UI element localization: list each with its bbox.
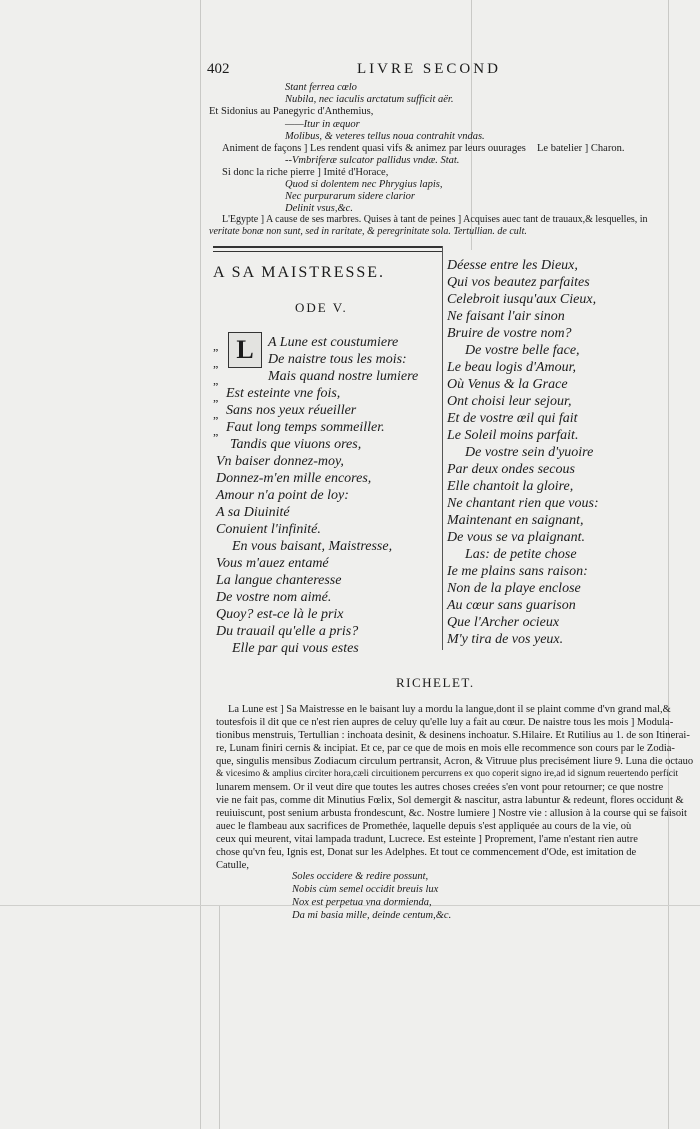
catullus-quote-line: Soles occidere & redire possunt, [292, 871, 429, 882]
ode-number: ODE V. [295, 300, 348, 315]
verse-line: Amour n'a point de loy: [216, 488, 349, 503]
commentary-line: tionibus menstruis, Tertullian : inchoata desinit, & desinens inchoatur. S.Hilaire. Et Rutilius au 1. de son Itinerai- [216, 730, 690, 741]
verse-line: Quoy? est-ce là le prix [216, 607, 344, 622]
verse-line: La langue chanteresse [216, 573, 342, 588]
note-line: Animent de façons ] Les rendent quasi vifs & animez par leurs ouurages [222, 143, 526, 154]
column-rule-top [471, 0, 472, 250]
commentary-line: & vicesimo & amplius circiter hora,cæli circuitionem percurrens ex quo coperit signo ire,ad id signum reuertendo perficit [216, 769, 679, 779]
note-line: ——Itur in æquor [285, 119, 360, 130]
verse-line: Que l'Archer ocieux [447, 615, 560, 630]
verse-line: Déesse entre les Dieux, [447, 258, 578, 273]
quote-mark: „ [213, 424, 219, 438]
verse-line: Du trauail qu'elle a pris? [216, 624, 359, 639]
verse-line: De naistre tous les mois: [268, 352, 407, 367]
verse-line: Ont choisi leur sejour, [447, 394, 572, 409]
note-line: Delinit vsus,&c. [285, 203, 353, 214]
commentary-line: que, singulis mensibus Zodiacum circulum pertransit, Acron, & Vitruue plus precisément liure 9. Luna die octauo [216, 756, 694, 767]
margin-rule-left [200, 0, 201, 1129]
catullus-quote-line: Da mi basia mille, deinde centum,&c. [292, 910, 452, 921]
margin-rule-inner [219, 905, 220, 1129]
verse-line: Elle chantoit la gloire, [447, 479, 574, 494]
verse-line: Elle par qui vous estes [232, 641, 359, 656]
verse-line: Vous m'auez entamé [216, 556, 329, 571]
quote-mark: „ [213, 339, 219, 353]
verse-line: Las: de petite chose [465, 547, 577, 562]
verse-line: Bruire de vostre nom? [447, 326, 572, 341]
verse-line: A sa Diuinité [216, 505, 290, 520]
note-line: Nubila, nec iaculis arctatum sufficit aër. [285, 94, 454, 105]
note-line: veritate bonæ non sunt, sed in raritate, & peregrinitate sola. Tertullian. de cult. [209, 226, 527, 237]
running-title: LIVRE SECOND [357, 61, 501, 77]
verse-line: De vostre nom aimé. [216, 590, 332, 605]
margin-rule-right [668, 0, 669, 1129]
note-line: Molibus, & veteres tellus noua contrahit vndas. [285, 131, 485, 142]
verse-line: Est esteinte vne fois, [226, 386, 341, 401]
poem-column-divider [442, 246, 443, 650]
verse-line: Conuient l'infinité. [216, 522, 321, 537]
drop-cap: L [228, 332, 262, 368]
note-line: Nec purpurarum sidere clarior [285, 191, 415, 202]
catullus-quote-line: Nox est perpetua vna dormienda, [292, 897, 432, 908]
note-line: --Vmbriferæ sulcator pallidus vndæ. Stat. [285, 155, 460, 166]
verse-line: Celebroit iusqu'aux Cieux, [447, 292, 597, 307]
verse-line: Ie me plains sans raison: [447, 564, 588, 579]
page-number: 402 [207, 61, 230, 77]
verse-line: Ne faisant l'air sinon [447, 309, 565, 324]
poem-title: A SA MAISTRESSE. [213, 264, 386, 281]
note-line: Quod si dolentem nec Phrygius lapis, [285, 179, 443, 190]
commentary-line: re, Lunam finiri cernis & incipiat. Et ce, par ce que de mois en mois elle recommence son cours par le Zodia- [216, 743, 675, 754]
quote-mark: „ [213, 356, 219, 370]
verse-line: Faut long temps sommeiller. [226, 420, 385, 435]
verse-line: A Lune est coustumiere [268, 335, 399, 350]
commentary-line: reuiuiscunt, post senium arbusta frondescunt, &c. Nostre lumiere ] Nostre vie : allusion à la course qui se faisoit [216, 808, 687, 819]
commentary-line: Catulle, [216, 860, 249, 871]
note-line: Le batelier ] Charon. [537, 143, 625, 154]
catullus-quote-line: Nobis cùm semel occidit breuis lux [292, 884, 439, 895]
verse-line: Qui vos beautez parfaites [447, 275, 590, 290]
quote-mark: „ [213, 373, 219, 387]
verse-line: De vous se va plaignant. [447, 530, 586, 545]
verse-line: Sans nos yeux réueiller [226, 403, 357, 418]
verse-line: Le beau logis d'Amour, [447, 360, 576, 375]
note-line: Stant ferrea cœlo [285, 82, 357, 93]
verse-line: Par deux ondes secous [447, 462, 575, 477]
verse-line: En vous baisant, Maistresse, [232, 539, 393, 554]
verse-line: Où Venus & la Grace [447, 377, 568, 392]
commentary-line: La Lune est ] Sa Maistresse en le baisant luy a mordu la langue,dont il se plaint comme d'vn grand mal,& [228, 704, 671, 715]
separator-rule [213, 246, 443, 248]
verse-line: Donnez-m'en mille encores, [216, 471, 372, 486]
commentary-line: auec le flambeau aux sacrifices de Promethée, laquelle depuis s'est appliquée au cours de la vie, où [216, 821, 632, 832]
note-line: L'Egypte ] A cause de ses marbres. Quises à tant de peines ] Acquises auec tant de trauaux,& lesquelles, in [222, 214, 648, 225]
verse-line: M'y tira de vos yeux. [447, 632, 564, 647]
verse-line: Vn baiser donnez-moy, [216, 454, 344, 469]
verse-line: Ne chantant rien que vous: [447, 496, 599, 511]
verse-line: Mais quand nostre lumiere [268, 369, 419, 384]
verse-line: Au cœur sans guarison [447, 598, 576, 613]
quote-mark: „ [213, 390, 219, 404]
verse-line: De vostre sein d'yuoire [465, 445, 594, 460]
commentary-line: lunarem mensem. Or il veut dire que toutes les autres choses creées s'en vont pour retourner; ce que nostre [216, 782, 664, 793]
note-line: Si donc la riche pierre ] Imité d'Horace, [222, 167, 389, 178]
commentary-line: vie ne fait pas, comme dit Minutius Fœlix, Sol demergit & nascitur, astra labuntur & redeunt, flores occidunt & [216, 795, 684, 806]
commentary-line: toutesfois il dit que ce n'est rien aupres de celuy qu'elle luy a fait au cœur. De naistre tous les mois ] Modula- [216, 717, 674, 728]
quote-mark: „ [213, 407, 219, 421]
verse-line: De vostre belle face, [465, 343, 580, 358]
verse-line: Tandis que viuons ores, [230, 437, 362, 452]
commentary-title: RICHELET. [396, 675, 475, 690]
commentary-line: ceux qui meurent, vitai lampada tradunt, Lucrece. Est esteinte ] Proprement, l'ame n'estant rien autre [216, 834, 638, 845]
commentary-line: chose qu'vn feu, Ignis est, Donat sur les Adelphes. Et tout ce commencement d'Ode, est imitation de [216, 847, 637, 858]
verse-line: Maintenant en saignant, [447, 513, 584, 528]
verse-line: Le Soleil moins parfait. [447, 428, 579, 443]
verse-line: Non de la playe enclose [447, 581, 581, 596]
separator-rule [213, 251, 443, 252]
note-line: Et Sidonius au Panegyric d'Anthemius, [209, 106, 374, 117]
verse-line: Et de vostre œil qui fait [447, 411, 578, 426]
